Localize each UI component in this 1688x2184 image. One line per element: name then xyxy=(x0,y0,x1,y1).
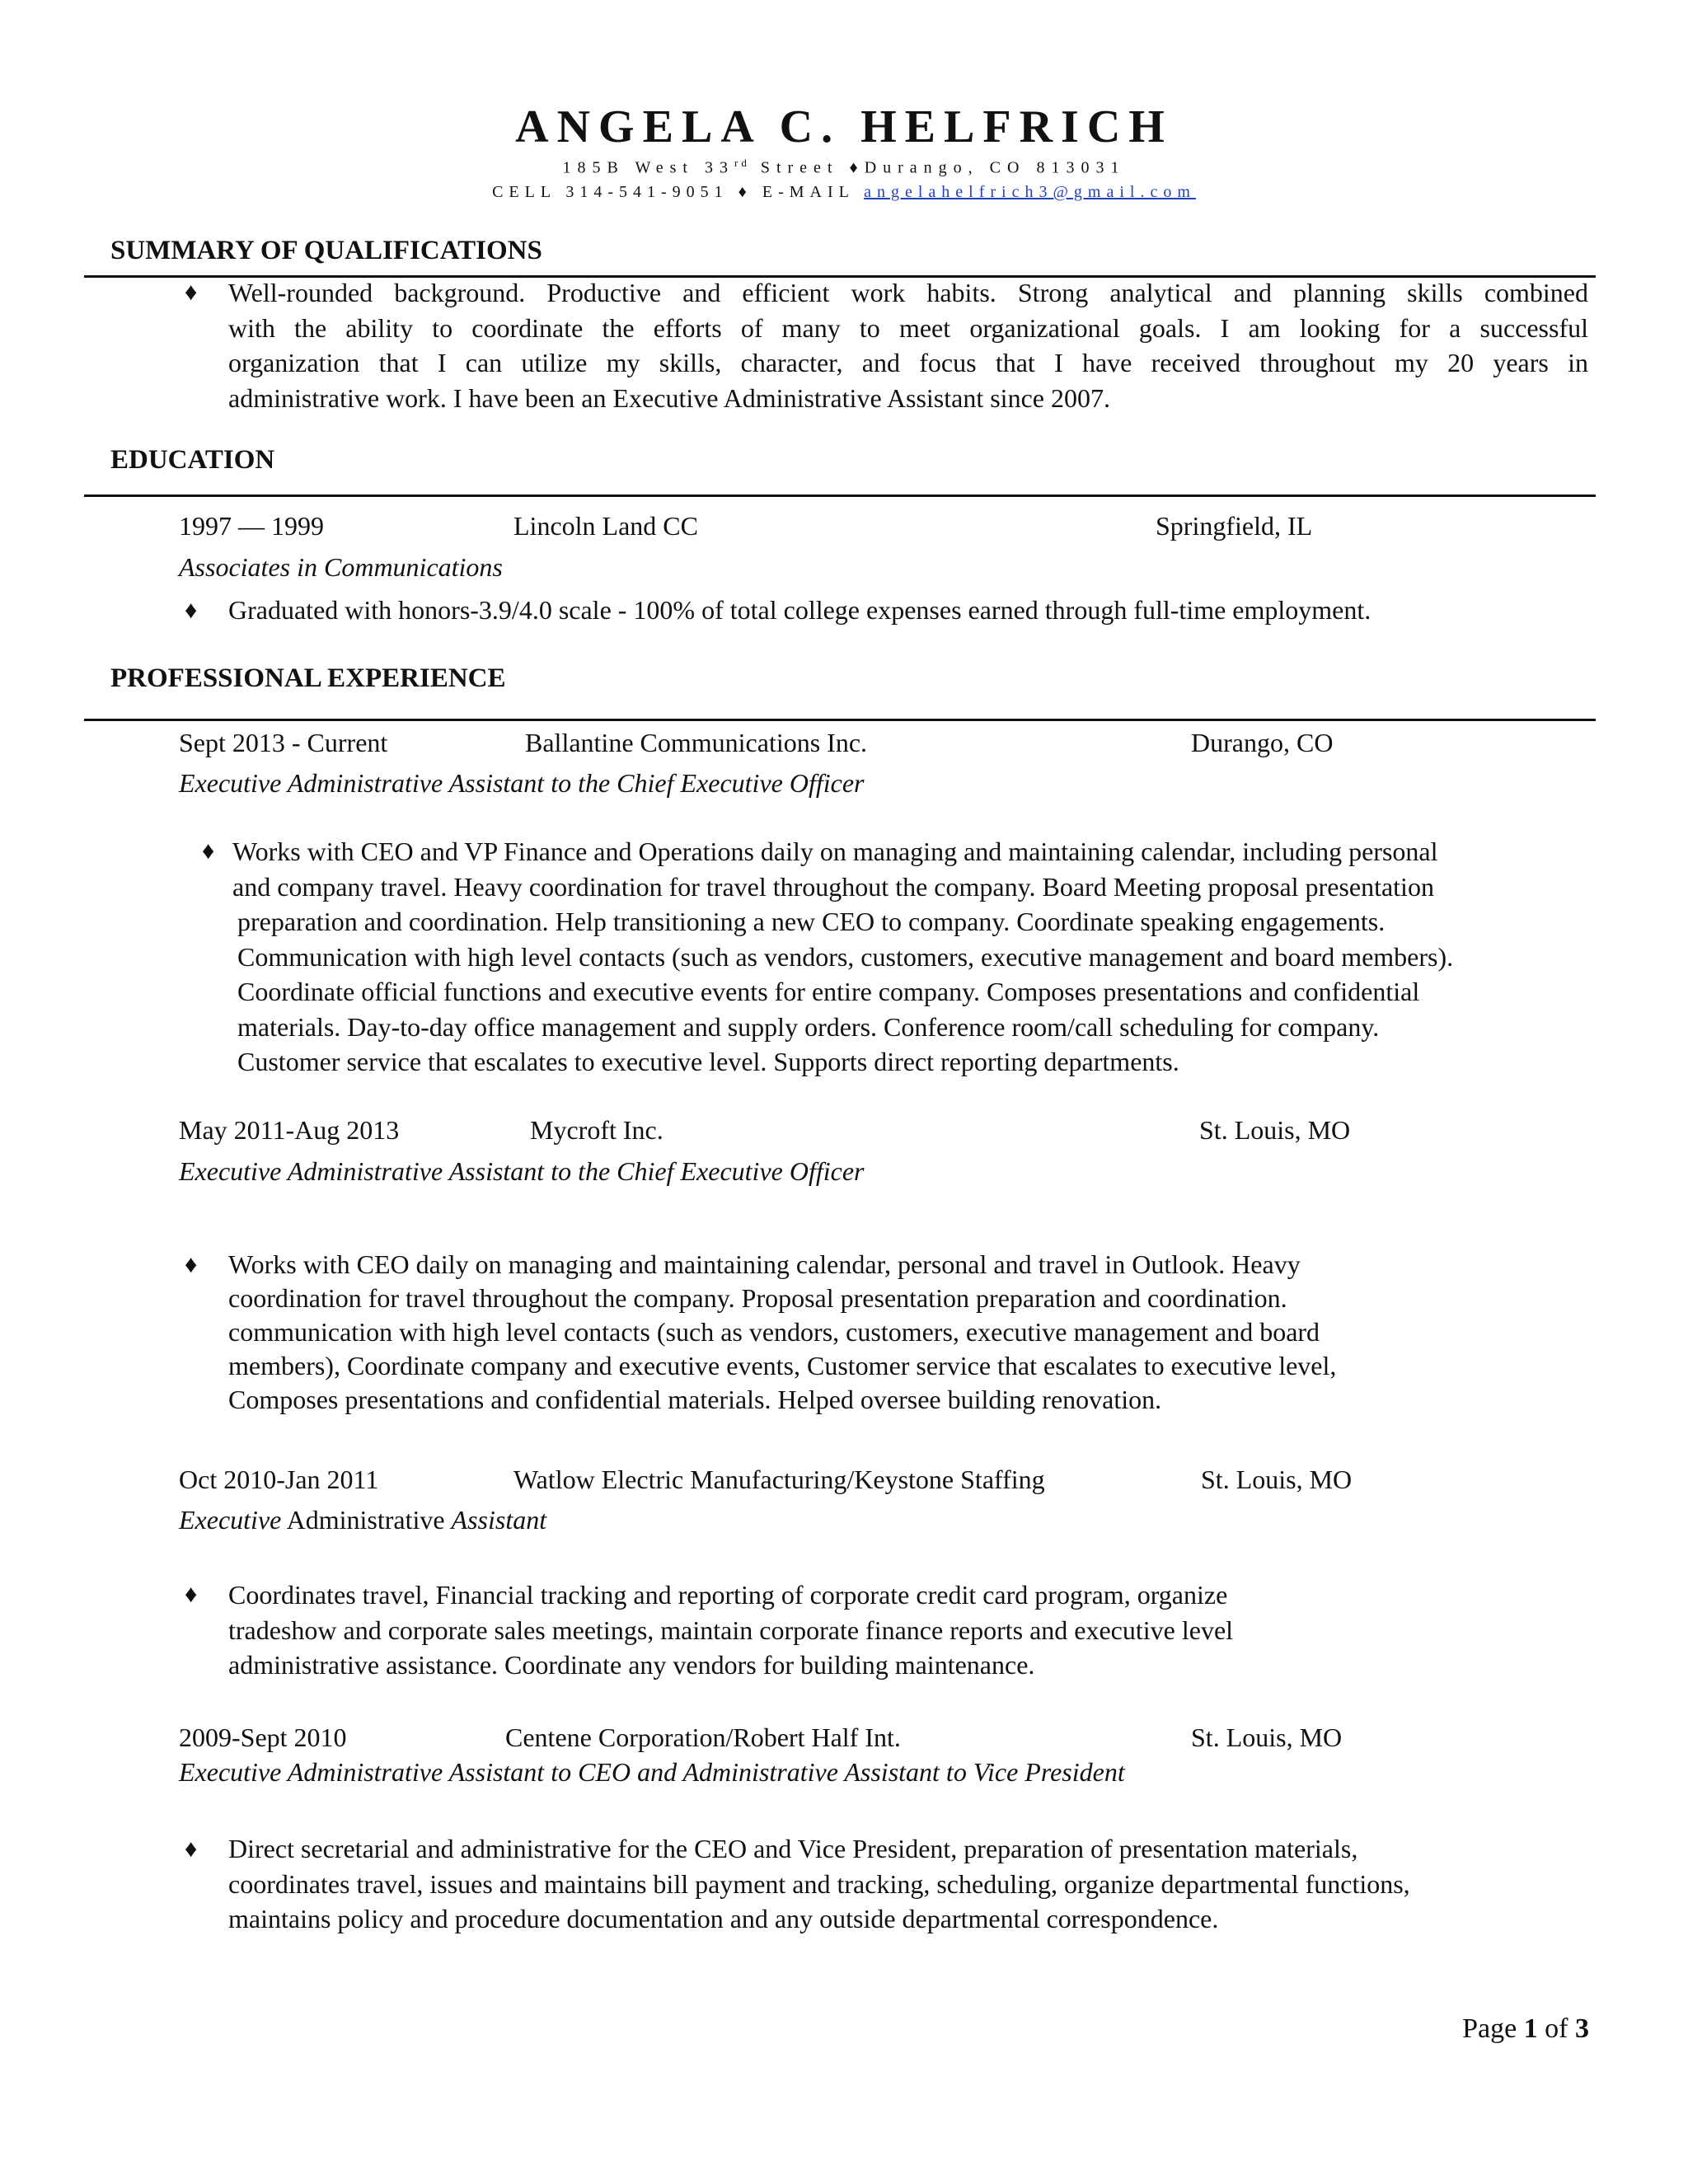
job-role-part: Administrative xyxy=(281,1505,452,1535)
page-prefix: Page xyxy=(1462,2013,1524,2044)
job-company: Centene Corporation/Robert Half Int. xyxy=(505,1722,901,1752)
education-degree: Associates in Communications xyxy=(179,552,503,582)
job-description xyxy=(232,834,1592,1080)
job-dates: Sept 2013 - Current xyxy=(179,728,388,757)
bullet-icon: ♦ xyxy=(185,597,198,624)
bullet-icon: ♦ xyxy=(185,1835,198,1863)
bullet-icon: ♦ xyxy=(185,1581,198,1608)
job-description-line: preparation and coordination. Help transitioning a new CEO to company. Coordinate speaking engagements. xyxy=(237,907,1386,936)
contact-prefix: CELL 314-541-9051 ♦ E-MAIL xyxy=(492,183,865,201)
job-description xyxy=(228,1248,1547,1417)
job-description-line: and company travel. Heavy coordination for travel throughout the company. Board Meeting proposal presentation xyxy=(232,871,1434,902)
education-school: Lincoln Land CC xyxy=(513,511,698,541)
job-description-line: Customer service that escalates to executive level. Supports direct reporting departments. xyxy=(237,1047,1179,1076)
bullet-icon: ♦ xyxy=(202,837,215,865)
address-superscript: rd xyxy=(734,157,750,169)
job-description-line: Works with CEO daily on managing and maintaining calendar, personal and travel in Outlook. Heavy xyxy=(228,1249,1301,1279)
job-location: Durango, CO xyxy=(1191,728,1334,757)
job-description-line: Coordinates travel, Financial tracking and reporting of corporate credit card program, organize xyxy=(228,1580,1228,1610)
address-prefix: 185B West 33 xyxy=(562,158,734,177)
job-company: Ballantine Communications Inc. xyxy=(525,728,868,757)
address-line xyxy=(0,157,1688,178)
job-company: Watlow Electric Manufacturing/Keystone Staffing xyxy=(513,1465,1045,1494)
page-number xyxy=(1462,2013,1589,2045)
job-description-line: Communication with high level contacts (such as vendors, customers, executive management and board members). xyxy=(237,941,1454,972)
summary-line: with the ability to coordinate the efforts of many to meet organizational goals. I am looking for a successful xyxy=(228,312,1588,343)
job-description-line: Coordinate official functions and executive events for entire company. Composes presentations and confidential xyxy=(237,977,1420,1006)
job-description-line: coordinates travel, issues and maintains bill payment and tracking, scheduling, organize departmental functions, xyxy=(228,1868,1410,1899)
job-location: St. Louis, MO xyxy=(1201,1465,1353,1494)
job-dates: May 2011-Aug 2013 xyxy=(179,1115,400,1145)
job-description-line: members), Coordinate company and executive events, Customer service that escalates to executive level, xyxy=(228,1351,1337,1380)
job-description xyxy=(228,1577,1465,1683)
summary-paragraph xyxy=(228,275,1588,415)
job-description-line: communication with high level contacts (such as vendors, customers, executive management and board xyxy=(228,1317,1320,1347)
candidate-name: ANGELA C. HELFRICH xyxy=(515,101,1173,152)
job-dates: Oct 2010-Jan 2011 xyxy=(179,1465,379,1494)
experience-heading: PROFESSIONAL EXPERIENCE xyxy=(110,663,506,693)
bullet-icon: ♦ xyxy=(185,279,198,306)
experience-divider xyxy=(84,719,1596,721)
job-company: Mycroft Inc. xyxy=(530,1115,663,1145)
job-location: St. Louis, MO xyxy=(1199,1115,1351,1145)
email-link[interactable]: angelahelfrich3@gmail.com xyxy=(864,183,1196,201)
address-suffix: Street ♦Durango, CO 813031 xyxy=(749,158,1126,177)
page-of: of xyxy=(1537,2013,1575,2044)
summary-heading: SUMMARY OF QUALIFICATIONS xyxy=(110,236,542,265)
education-divider xyxy=(84,494,1596,497)
job-description-line: administrative assistance. Coordinate any vendors for building maintenance. xyxy=(228,1650,1035,1680)
contact-line xyxy=(0,183,1688,202)
education-dates: 1997 — 1999 xyxy=(179,511,324,541)
job-description-line: Works with CEO and VP Finance and Operations daily on managing and maintaining calendar, including personal xyxy=(232,837,1438,866)
job-description-line: tradeshow and corporate sales meetings, maintain corporate finance reports and executive level xyxy=(228,1615,1234,1645)
page-total: 3 xyxy=(1575,2013,1589,2044)
job-description xyxy=(228,1831,1588,1937)
job-role-part: Assistant xyxy=(451,1505,547,1535)
education-heading: EDUCATION xyxy=(110,445,275,475)
job-description-line: Composes presentations and confidential materials. Helped oversee building renovation. xyxy=(228,1385,1162,1414)
job-location: St. Louis, MO xyxy=(1191,1722,1343,1752)
job-role: Executive Administrative Assistant to the Chief Executive Officer xyxy=(179,1156,865,1186)
bullet-icon: ♦ xyxy=(185,1251,198,1278)
job-description-line: coordination for travel throughout the company. Proposal presentation preparation and coordination. xyxy=(228,1283,1287,1313)
job-role: Executive Administrative Assistant to the Chief Executive Officer xyxy=(179,768,865,798)
job-dates: 2009-Sept 2010 xyxy=(179,1722,347,1752)
summary-line: organization that I can utilize my skills, character, and focus that I have received throughout my 20 years in xyxy=(228,348,1588,377)
education-detail: Graduated with honors-3.9/4.0 scale - 100% of total college expenses earned through full-time employment. xyxy=(228,595,1372,625)
summary-line: administrative work. I have been an Executive Administrative Assistant since 2007. xyxy=(228,382,1110,413)
page-current: 1 xyxy=(1523,2013,1538,2044)
education-location: Springfield, IL xyxy=(1156,511,1313,541)
job-role xyxy=(179,1505,546,1535)
summary-line: Well-rounded background. Productive and efficient work habits. Strong analytical and planning skills combined xyxy=(228,278,1588,307)
job-role-part: Executive xyxy=(179,1505,282,1535)
job-description-line: Direct secretarial and administrative for the CEO and Vice President, preparation of presentation materials, xyxy=(228,1834,1358,1863)
job-role: Executive Administrative Assistant to CEO and Administrative Assistant to Vice President xyxy=(179,1757,1125,1787)
job-description-line: maintains policy and procedure documentation and any outside departmental correspondence. xyxy=(228,1904,1219,1933)
job-description-line: materials. Day-to-day office management and supply orders. Conference room/call scheduling for company. xyxy=(237,1011,1380,1042)
